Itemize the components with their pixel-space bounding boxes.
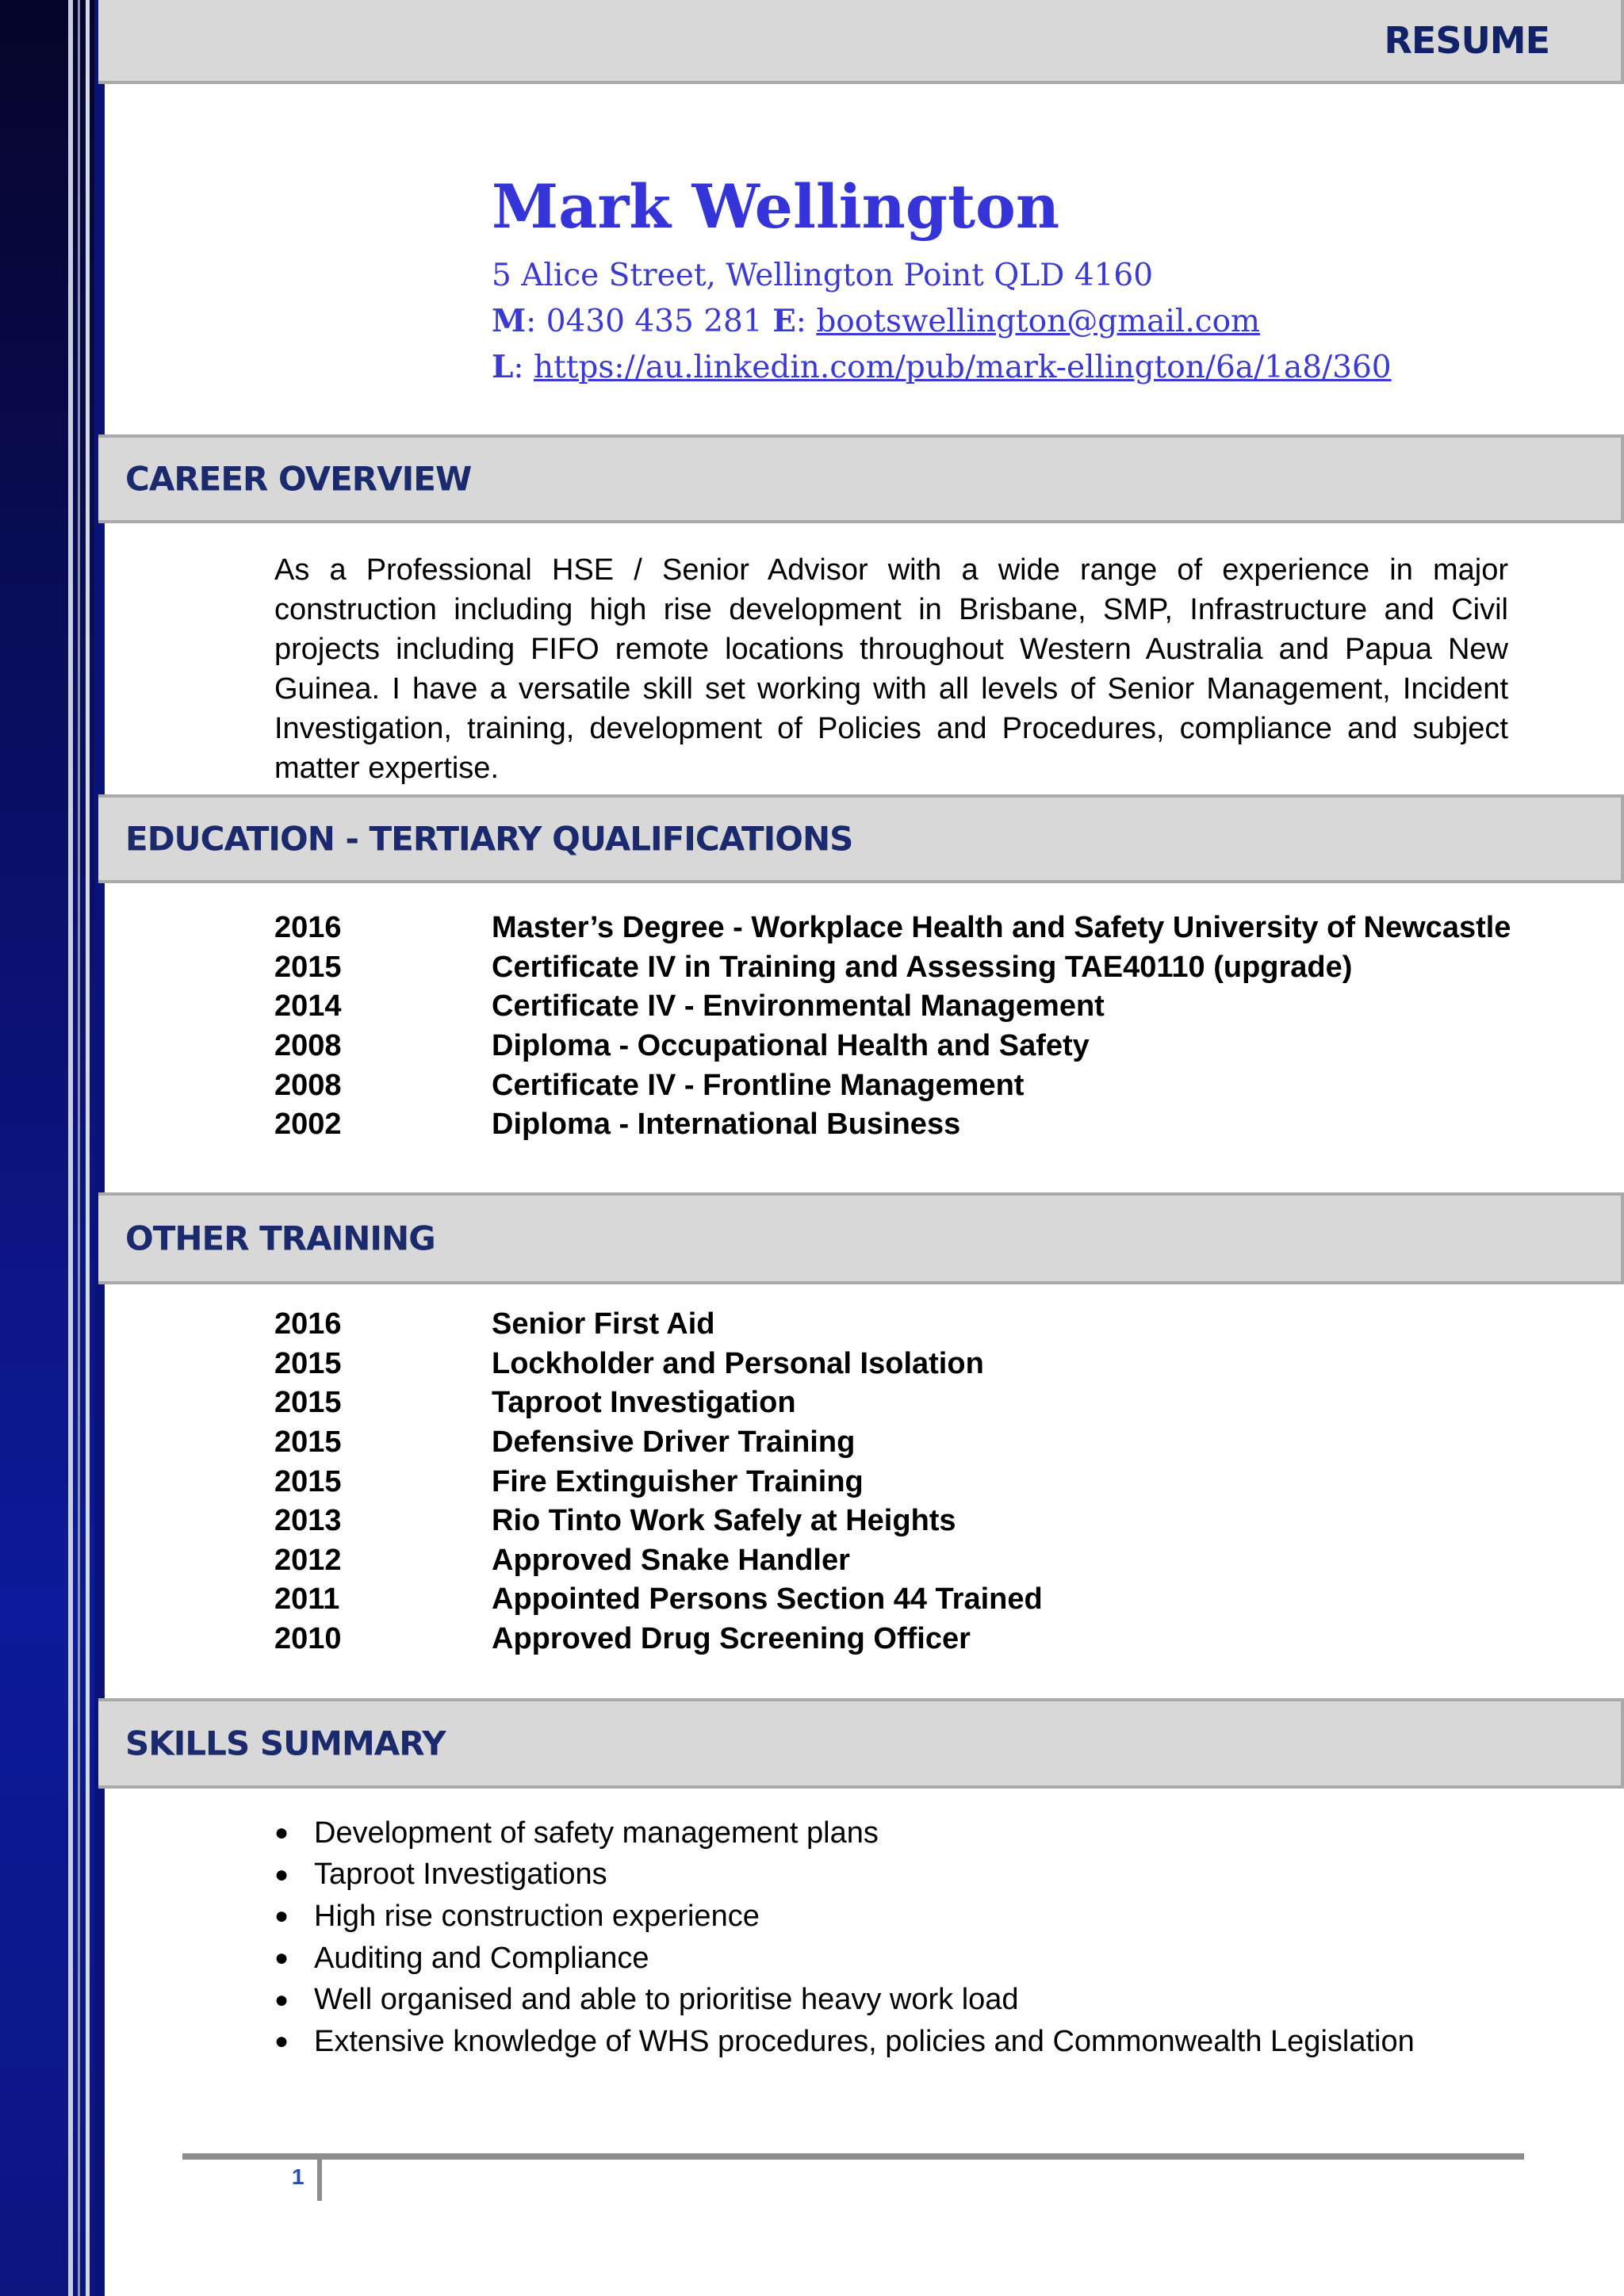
year: 2010 [274, 1622, 342, 1656]
year: 2002 [274, 1108, 342, 1142]
education-row [274, 909, 1511, 948]
education-row [274, 987, 1511, 1027]
band-stripe [68, 0, 73, 2296]
year: 2011 [274, 1582, 340, 1617]
band-stripe [78, 0, 80, 2296]
linkedin-line: L: https://au.linkedin.com/pub/mark-ellington/6a/1a8/360 [492, 349, 1392, 385]
qualification: Diploma - Occupational Health and Safety [492, 1029, 1090, 1063]
year: 2015 [274, 1425, 342, 1460]
list-item [274, 2021, 1415, 2063]
section-other-training [98, 1192, 1624, 1284]
section-title: EDUCATION - TERTIARY QUALIFICATIONS [125, 819, 853, 859]
band-stripe [94, 0, 105, 2296]
training-row [274, 1383, 1043, 1423]
training-item: Approved Drug Screening Officer [492, 1622, 971, 1656]
training-item: Fire Extinguisher Training [492, 1464, 864, 1498]
left-decorative-band [0, 0, 105, 2296]
address: 5 Alice Street, Wellington Point QLD 4160 [492, 258, 1154, 293]
qualification: Diploma - International Business [492, 1108, 961, 1142]
education-row [274, 948, 1511, 988]
training-row [274, 1541, 1043, 1581]
year: 2015 [274, 1464, 342, 1498]
skill-text: Development of safety management plans [314, 1816, 879, 1850]
contact-header [492, 171, 1392, 385]
linkedin-label: L [492, 349, 514, 385]
training-list [274, 1305, 1043, 1659]
email-label: E [772, 303, 796, 339]
training-item: Rio Tinto Work Safely at Heights [492, 1504, 956, 1538]
qualification: Master’s Degree - Workplace Health and Safety University of Newcastle [492, 911, 1511, 945]
education-row [274, 1027, 1511, 1066]
page-number: 1 [292, 2164, 304, 2189]
phone-email-line: M: 0430 435 281 E: bootswellington@gmail.com [492, 303, 1261, 339]
year: 2008 [274, 1029, 342, 1063]
training-row [274, 1305, 1043, 1345]
footer-divider [182, 2153, 1524, 2160]
section-title: OTHER TRAINING [125, 1219, 435, 1258]
section-title: SKILLS SUMMARY [125, 1724, 446, 1763]
resume-label: RESUME [1384, 19, 1549, 62]
year: 2015 [274, 950, 342, 984]
qualification: Certificate IV - Environmental Management [492, 989, 1105, 1024]
list-item [274, 1979, 1415, 2021]
candidate-name: Mark Wellington [492, 171, 1060, 242]
training-row [274, 1620, 1043, 1659]
mobile-number: 0430 435 281 [546, 304, 763, 339]
training-item: Appointed Persons Section 44 Trained [492, 1582, 1043, 1617]
skills-list [274, 1812, 1415, 2063]
education-row [274, 1066, 1511, 1105]
training-item: Senior First Aid [492, 1307, 715, 1341]
year: 2016 [274, 1307, 342, 1341]
bullet-icon: ● [274, 1820, 289, 1846]
skill-text: Extensive knowledge of WHS procedures, policies and Commonwealth Legislation [314, 2024, 1415, 2058]
year: 2013 [274, 1504, 342, 1538]
bullet-icon: ● [274, 1986, 289, 2013]
training-item: Approved Snake Handler [492, 1543, 850, 1577]
bullet-icon: ● [274, 2028, 289, 2055]
training-item: Lockholder and Personal Isolation [492, 1346, 984, 1380]
list-item [274, 1854, 1415, 1896]
training-row [274, 1580, 1043, 1620]
training-row [274, 1423, 1043, 1463]
bullet-icon: ● [274, 1903, 289, 1930]
section-career-overview [98, 434, 1624, 523]
section-title: CAREER OVERVIEW [125, 459, 472, 499]
list-item [274, 1896, 1415, 1938]
education-list [274, 909, 1511, 1145]
skill-text: Taproot Investigations [314, 1858, 607, 1892]
career-overview-text: As a Professional HSE / Senior Advisor with a wide range of experience in major construction including high rise development in Brisbane, SMP, Infrastructure and Civil projects including FIFO remote locations throughout Western Australia and Papua New Guinea. I have a versatile skill set working with all levels of Senior Management, Incident Investigation, training, development of Policies and Procedures, compliance and subject matter expertise. [274, 553, 1508, 785]
resume-header-bar [98, 0, 1624, 84]
year: 2014 [274, 989, 342, 1024]
training-row [274, 1345, 1043, 1384]
mobile-label: M [492, 303, 527, 339]
training-row [274, 1502, 1043, 1541]
list-item [274, 1812, 1415, 1854]
bullet-icon: ● [274, 1945, 289, 1972]
skill-text: Well organised and able to prioritise heavy work load [314, 1983, 1019, 2017]
list-item [274, 1938, 1415, 1980]
email-link[interactable]: bootswellington@gmail.com [816, 304, 1261, 339]
year: 2012 [274, 1543, 342, 1577]
training-item: Taproot Investigation [492, 1386, 796, 1420]
year: 2015 [274, 1386, 342, 1420]
section-skills-summary [98, 1698, 1624, 1789]
training-item: Defensive Driver Training [492, 1425, 856, 1460]
training-row [274, 1462, 1043, 1502]
qualification: Certificate IV - Frontline Management [492, 1068, 1025, 1102]
year: 2016 [274, 911, 342, 945]
skill-text: Auditing and Compliance [314, 1941, 649, 1975]
linkedin-link[interactable]: https://au.linkedin.com/pub/mark-ellington/6a/1a8/360 [533, 350, 1392, 385]
year: 2008 [274, 1068, 342, 1102]
section-education [98, 794, 1624, 883]
education-row [274, 1105, 1511, 1145]
bullet-icon: ● [274, 1861, 289, 1888]
year: 2015 [274, 1346, 342, 1380]
qualification: Certificate IV in Training and Assessing TAE40110 (upgrade) [492, 950, 1353, 984]
skill-text: High rise construction experience [314, 1899, 760, 1933]
footer-tick [317, 2158, 322, 2201]
band-stripe [86, 0, 90, 2296]
